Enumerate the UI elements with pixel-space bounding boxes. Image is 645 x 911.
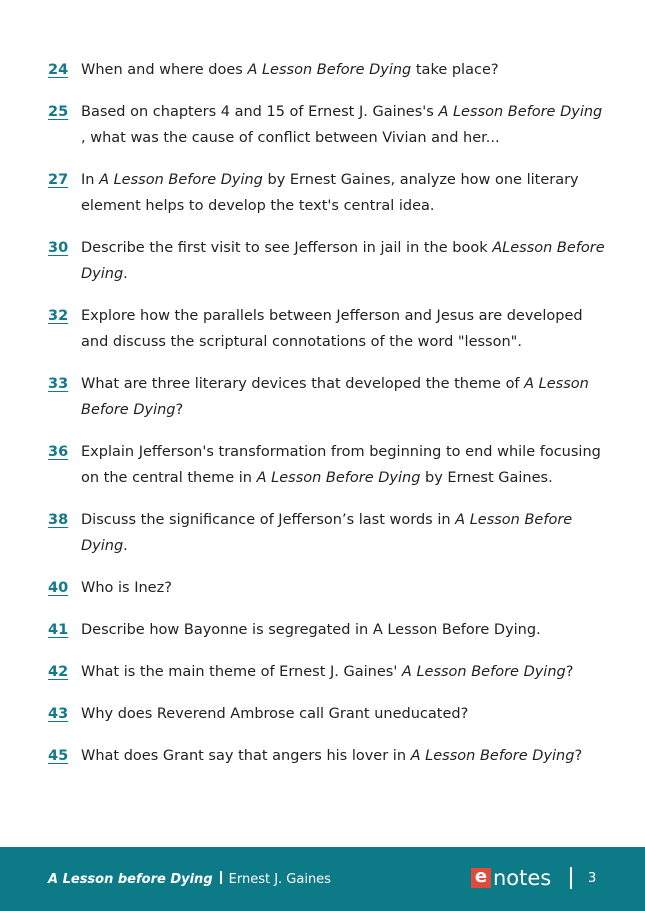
footer-book-title: A Lesson before Dying (48, 872, 213, 887)
question-text-segment: ? (574, 748, 583, 764)
page-number: 3 (588, 871, 597, 886)
question-text (81, 99, 608, 151)
question-text-italic: A Lesson Before Dying (247, 62, 412, 78)
question-number-link[interactable]: 30 (48, 240, 69, 256)
question-text-segment: Describe the first visit to see Jefferson in jail in the book (81, 240, 493, 256)
question-text-segment: , what was the cause of conflict between Vivian and her... (81, 130, 500, 146)
footer-separator (220, 871, 222, 884)
question-number-link[interactable]: 32 (48, 308, 69, 324)
question-text-segment: . (123, 538, 128, 554)
question-text-segment: Describe how Bayonne is segregated in A Lesson Before Dying. (81, 622, 541, 638)
question-text-segment: What are three literary devices that developed the theme of (81, 376, 525, 392)
question-text-segment: . (123, 266, 128, 282)
question-list (48, 57, 608, 785)
question-text-segment: ? (565, 664, 574, 680)
question-text (81, 617, 608, 643)
question-text (81, 659, 608, 685)
question-text (81, 507, 608, 559)
question-item (48, 439, 608, 491)
question-number-link[interactable]: 25 (48, 104, 69, 120)
page-footer (0, 847, 645, 911)
question-item (48, 57, 608, 83)
question-text (81, 371, 608, 423)
question-item (48, 617, 608, 643)
enotes-logo-text: notes (493, 866, 552, 890)
question-text-segment: What is the main theme of Ernest J. Gaines' (81, 664, 402, 680)
question-number-link[interactable]: 42 (48, 664, 69, 680)
question-text-segment: Why does Reverend Ambrose call Grant uneducated? (81, 706, 469, 722)
question-text (81, 167, 608, 219)
question-text-segment: When and where does (81, 62, 248, 78)
question-text (81, 743, 608, 769)
question-number-link[interactable]: 45 (48, 748, 69, 764)
question-item (48, 743, 608, 769)
question-text (81, 575, 608, 601)
question-item (48, 99, 608, 151)
question-text-italic: A Lesson Before Dying (256, 470, 421, 486)
question-text-segment: What does Grant say that angers his lover in (81, 748, 411, 764)
question-text (81, 57, 608, 83)
question-number-link[interactable]: 27 (48, 172, 69, 188)
question-item (48, 575, 608, 601)
question-text-segment: Explain Jefferson's transformation from beginning to end while focusing on the central theme in (81, 444, 601, 486)
question-item (48, 507, 608, 559)
question-text (81, 439, 608, 491)
question-number-link[interactable]: 40 (48, 580, 69, 596)
question-text-segment: Who is Inez? (81, 580, 172, 596)
question-text (81, 701, 608, 727)
question-item (48, 371, 608, 423)
question-text-segment: In (81, 172, 100, 188)
question-text-segment: by Ernest Gaines. (420, 470, 553, 486)
enotes-logo (471, 867, 551, 889)
question-number-link[interactable]: 41 (48, 622, 69, 638)
question-text-italic: ALesson Before Dying (81, 240, 605, 282)
question-number-link[interactable]: 43 (48, 706, 69, 722)
footer-author: Ernest J. Gaines (228, 872, 331, 887)
question-number-link[interactable]: 38 (48, 512, 69, 528)
question-text (81, 303, 608, 355)
question-text-italic: A Lesson Before Dying (99, 172, 263, 188)
question-number-link[interactable]: 24 (48, 62, 69, 78)
question-text-italic: A Lesson Before Dying (438, 104, 603, 120)
question-text-italic: A Lesson Before Dying (401, 664, 566, 680)
question-text-segment: by Ernest Gaines, analyze how one literary element helps to develop the text's central idea. (81, 172, 579, 214)
question-text-segment: Discuss the significance of Jefferson’s last words in (81, 512, 456, 528)
question-text-segment: Based on chapters 4 and 15 of Ernest J. Gaines's (81, 104, 439, 120)
question-text-segment: take place? (411, 62, 499, 78)
question-item (48, 303, 608, 355)
question-item (48, 701, 608, 727)
question-number-link[interactable]: 33 (48, 376, 69, 392)
question-text-italic: A Lesson Before Dying (410, 748, 575, 764)
question-item (48, 659, 608, 685)
question-text-segment: Explore how the parallels between Jefferson and Jesus are developed and discuss the scriptural connotations of the word "lesson". (81, 308, 583, 350)
question-text-italic: A Lesson Before Dying (81, 376, 589, 418)
footer-title-block (48, 871, 331, 888)
question-number-link[interactable]: 36 (48, 444, 69, 460)
footer-divider (570, 867, 572, 889)
question-text-segment: ? (175, 402, 184, 418)
question-item (48, 235, 608, 287)
question-text (81, 235, 608, 287)
question-item (48, 167, 608, 219)
question-text-italic: A Lesson Before Dying (81, 512, 573, 554)
enotes-logo-e-icon: e (471, 868, 491, 888)
